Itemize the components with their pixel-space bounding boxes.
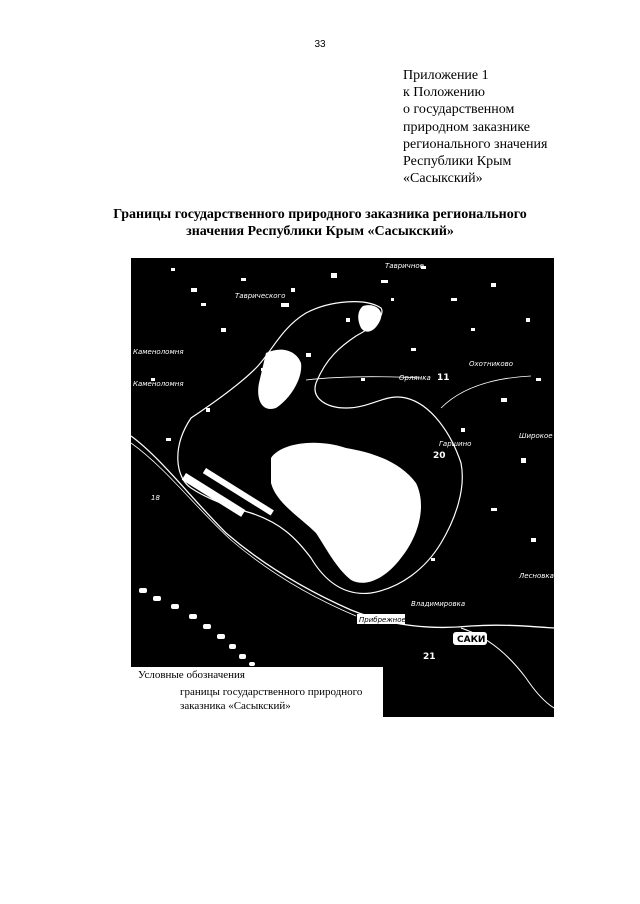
map-label-kamenolomnya-2: Каменоломня: [133, 380, 184, 388]
map-label-tavrichnoe: Тавричное: [385, 262, 424, 270]
map-label-tavricheskoe: Таврического: [235, 292, 286, 300]
map-label-kamenolomnya: Каменоломня: [133, 348, 184, 356]
reserve-boundary-map: [131, 258, 554, 717]
title-line-1: Границы государственного природного заказника регионального: [113, 207, 527, 222]
coastline-dashes: [139, 588, 255, 666]
map-label-orlyanka: Орлянка: [399, 374, 431, 382]
legend-title: Условные обозначения: [138, 669, 245, 681]
map-label-shirokoe: Широкое: [519, 432, 553, 440]
page-number: 33: [314, 39, 326, 50]
map-number-11: 11: [437, 373, 450, 383]
appendix-line: о государственном: [403, 102, 515, 118]
appendix-line: «Сасыкский»: [403, 171, 483, 187]
map-label-lesnovka: Лесновка: [519, 572, 554, 580]
appendix-line: Республики Крым: [403, 154, 512, 170]
map-number-18: 18: [151, 494, 160, 502]
legend-description: [180, 686, 362, 713]
document-title: [60, 206, 580, 240]
legend-desc-line-2: заказника «Сасыкский»: [180, 699, 291, 712]
map-number-20: 20: [433, 451, 446, 461]
map-label-okhotnikovo: Охотниково: [469, 360, 514, 368]
map-legend: [131, 667, 383, 717]
road-east: [441, 376, 531, 408]
map-label-pribrezhnoe: Прибрежное: [359, 616, 406, 624]
legend-desc-line-1: границы государственного природного: [180, 686, 363, 698]
appendix-line: Приложение 1: [403, 68, 489, 83]
map-graphic: [131, 258, 554, 717]
appendix-line: регионального значения: [403, 136, 548, 152]
lake-sasyk: [271, 443, 421, 583]
appendix-line: природном заказнике: [403, 119, 531, 135]
map-number-21: 21: [423, 652, 436, 662]
map-label-garshino: Гаршино: [439, 440, 472, 448]
map-label-saki: САКИ: [457, 635, 486, 645]
appendix-line: к Положению: [403, 85, 486, 101]
appendix-block: [403, 67, 547, 187]
title-line-2: значения Республики Крым «Сасыкский»: [186, 224, 454, 239]
map-label-vladimirovka: Владимировка: [411, 600, 466, 608]
